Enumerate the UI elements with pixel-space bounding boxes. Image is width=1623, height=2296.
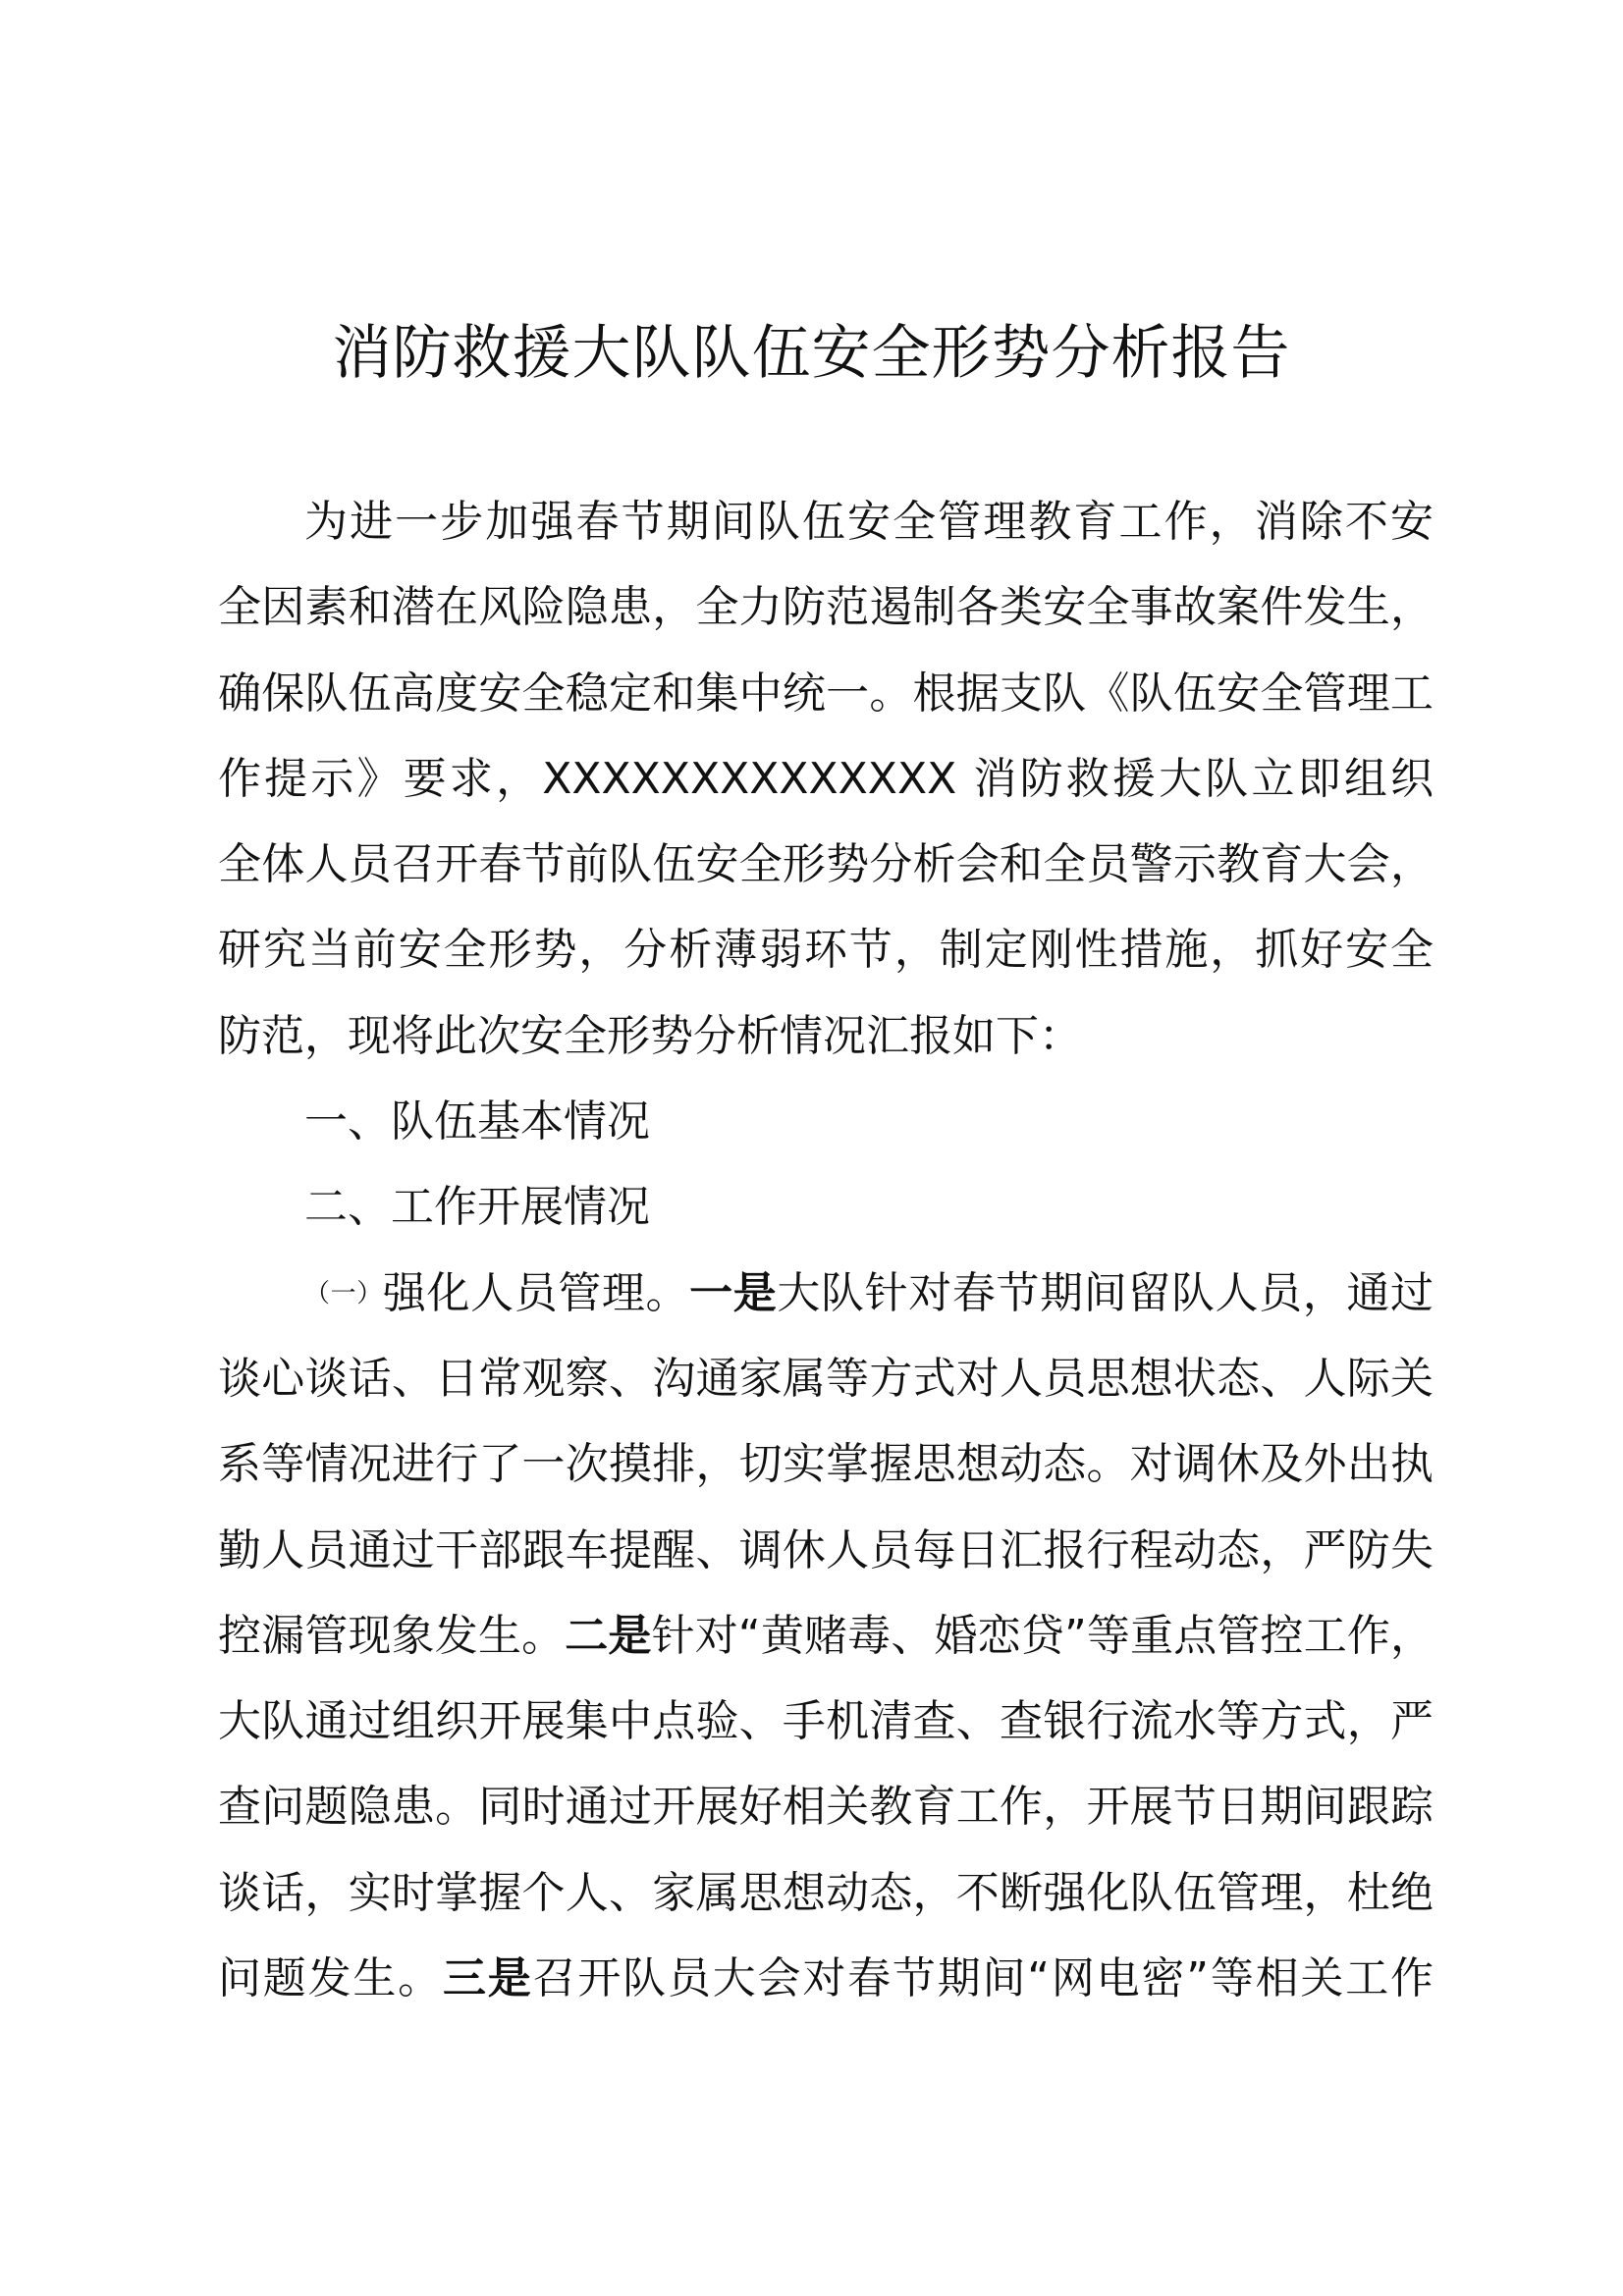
section-number: （一） — [304, 1278, 383, 1308]
text-segment: 研究当前安全形势，分析薄弱环节，制定刚性措施，抓好安全 — [218, 925, 1434, 976]
text-segment: 确保队伍高度安全稳定和集中统一。根据支队《队伍安全管理工 — [218, 667, 1434, 719]
text-line — [218, 1867, 1434, 1952]
text-line — [218, 1267, 1434, 1353]
text-line — [218, 1610, 1434, 1695]
text-line — [218, 1952, 1434, 2038]
text-segment: 勤人员通过干部跟车提醒、调休人员每日汇报行程动态，严防失 — [218, 1524, 1434, 1575]
text-segment: 召开队员大会对春节期间“网电密”等相关工作 — [532, 1953, 1434, 2004]
text-segment: 查问题隐患。同时通过开展好相关教育工作，开展节日期间跟踪 — [218, 1782, 1434, 1833]
text-line — [218, 1524, 1434, 1610]
text-segment: 谈话，实时掌握个人、家属思想动态，不断强化队伍管理，杜绝 — [218, 1867, 1434, 1918]
bold-keyword: 三是 — [442, 1953, 533, 2004]
text-line — [218, 1095, 1434, 1181]
text-segment: 防范，现将此次安全形势分析情况汇报如下： — [218, 1010, 1082, 1061]
text-line — [218, 1781, 1434, 1866]
text-segment: 强化人员管理。 — [382, 1267, 690, 1318]
text-line — [218, 581, 1434, 667]
text-segment: 全体人员召开春节前队伍安全形势分析会和全员警示教育大会， — [218, 839, 1434, 890]
text-line — [218, 753, 1434, 838]
text-line — [218, 1010, 1434, 1095]
text-segment: 大队通过组织开展集中点验、手机清查、查银行流水等方式，严 — [218, 1696, 1434, 1747]
text-segment: 作提示》要求，XXXXXXXXXXXXXX 消防救援大队立即组织 — [218, 753, 1434, 804]
text-line — [218, 838, 1434, 924]
text-line — [218, 1695, 1434, 1781]
text-segment: 大队针对春节期间留队人员，通过 — [777, 1267, 1434, 1318]
text-segment: 针对“黄赌毒、婚恋贷”等重点管控工作， — [651, 1610, 1434, 1661]
document-body — [218, 496, 1434, 2038]
text-segment: 全因素和潜在风险隐患，全力防范遏制各类安全事故案件发生， — [218, 582, 1434, 633]
text-line — [218, 496, 1434, 581]
document-title: 消防救援大队队伍安全形势分析报告 — [332, 319, 1291, 388]
bold-keyword: 二是 — [565, 1610, 652, 1661]
text-line — [218, 1181, 1434, 1266]
text-segment: 谈心谈话、日常观察、沟通家属等方式对人员思想状态、人际关 — [218, 1353, 1434, 1404]
text-segment: 一、队伍基本情况 — [304, 1096, 650, 1148]
text-segment: 系等情况进行了一次摸排，切实掌握思想动态。对调休及外出执 — [218, 1439, 1434, 1490]
text-line — [218, 667, 1434, 753]
text-line — [218, 924, 1434, 1009]
text-line — [218, 1353, 1434, 1438]
text-segment: 为进一步加强春节期间队伍安全管理教育工作，消除不安 — [304, 497, 1434, 547]
text-segment: 问题发生。 — [218, 1953, 443, 2004]
text-segment: 二、工作开展情况 — [304, 1182, 650, 1233]
bold-keyword: 一是 — [689, 1267, 778, 1318]
text-line — [218, 1438, 1434, 1523]
text-segment: 控漏管现象发生。 — [218, 1610, 566, 1661]
